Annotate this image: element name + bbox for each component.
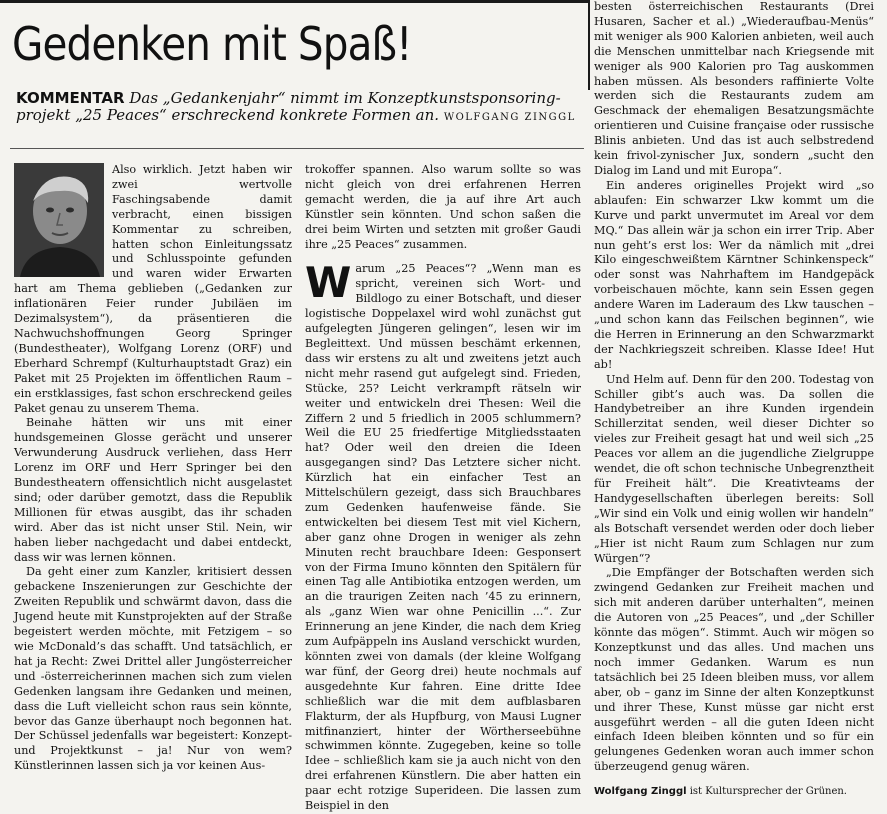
author-byline: WOLFGANG ZINGGL <box>443 112 576 123</box>
bio-text: ist Kultursprecher der Grünen. <box>686 786 847 798</box>
paragraph-with-dropcap <box>305 258 581 814</box>
paragraph: Also wirklich. Jetzt haben wir zwei wertvolle Faschingsabende damit verbracht, einen bissigen Kommentar zu schreiben, hatten schon Einleitungssatz und Schlusspointe gefunden und waren wider Erwarten hart am Thema geblieben („Gedanken zur inflationären Feier runder Jubiläen im Dezimalsystem“), da präsentieren die Nachwuchshoffnungen Georg Springer (Bundestheater), Wolfgang Lorenz (ORF) und Eberhard Schrempf (Kulturhauptstadt Graz) ein Paket mit 25 Projekten im öffentlichen Raum – ein erstklassiges, fast schon erschreckend geiles Paket genau zu unserem Thema. <box>14 163 292 415</box>
deck <box>16 90 582 126</box>
author-photo <box>14 163 104 277</box>
paragraph: „Die Empfänger der Botschaften werden sich zwingend Gedanken zur Freiheit machen und sich mit anderen darüber unterhalten“, meinen die Autoren von „25 Peaces“, und „der Schiller könnte das mögen“. Stimmt. Auch wir mögen so Konzeptkunst und das alles. Und machen uns noch immer Gedanken. Warum es nun tatsächlich bei 25 Ideen bleiben muss, vor allem aber, ob – ganz im Sinne der alten Konzeptkunst und ihrer These, Kunst müsse gar nicht erst ausgeführt werden – all die guten Ideen nicht einfach Ideen bleiben könnten und so für ein gelungenes Gedenken woran auch immer schon überzeugend genug wären. <box>594 566 874 774</box>
bio-name: Wolfgang Zinggl <box>594 786 687 798</box>
deck-divider <box>10 148 584 149</box>
kicker-label: KOMMENTAR <box>16 89 125 107</box>
paragraph: trokoffer spannen. Also warum sollte so was nicht gleich von drei erfahrenen Herren gemacht werden, die ja auf ihre Art auch Künstler sein könnten. Und schon saßen die drei beim Wirten und setzten mit großer Gaudi ihre „25 Peaces“ zusammen. <box>305 163 581 251</box>
top-rule <box>0 0 590 3</box>
header-side-rule <box>588 0 590 90</box>
article-column-2 <box>305 163 581 814</box>
paragraph: Beinahe hätten wir uns mit einer hundsgemeinen Glosse gerächt und unserer Verwunderung Ausdruck verliehen, dass Herr Lorenz im ORF und Herr Springer bei den Bundestheatern offensichtlich nicht ausgelastet sind; oder darüber gemotzt, dass die Republik Millionen für etwas ausgibt, das ihr schaden wird. Aber das ist nicht unser Stil. Nein, wir haben lieber nachgedacht und dabei entdeckt, dass wir was lernen können. <box>14 416 292 564</box>
deck-text: Das „Gedankenjahr“ nimmt im Konzeptkunstsponsoring-projekt „25 Peaces“ erschreckend konkrete Formen an. <box>16 89 561 124</box>
paragraph-text: arum „25 Peaces“? „Wenn man es spricht, vereinen sich Wort- und Bildlogo zu einer Botschaft, und dieser logistische Doppelaxel wird wohl zunächst gut aufgelegten Jüngeren gelingen“, lesen wir im Begleittext. Und müssen beschämt erkennen, dass wir erstens zu alt und zweitens jetzt auch nicht mehr rasend gut aufgelegt sind. Frieden, Stücke, 25? Leicht verkrampft rätseln wir weiter und entwickeln drei Thesen: Weil die Ziffern 2 und 5 friedlich in 2005 schlummern? Weil die EU 25 friedfertige Mitgliedsstaaten hat? Oder weil den dreien die Ideen ausgegangen sind? Das Letztere sicher nicht. Kürzlich hat ein einfacher Test an Mittelschülern gezeigt, dass sich Brauchbares zum Gedenken haufenweise fände. Sie entwickelten bei diesem Test mit viel Kichern, aber ganz ohne Drogen in weniger als zehn Minuten recht brauchbare Ideen: Gesponsert von der Firma Imuno könnten den Spitälern für einen Tag alle Antibiotika entzogen werden, um an die traurigen Zeiten nach ’45 zu erinnern, als „ganz Wien war ohne Penicillin ...“. Zur Erinnerung an jene Kinder, die nach dem Krieg zum Aufpäppeln ins Ausland verschickt wurden, könnten zwei von damals (der kleine Wolfgang war fünf, der Georg drei) heute nochmals auf ausgedehnte Kur fahren. Eine dritte Idee schließlich war die mit dem aufblasbaren Flakturm, der als Hupfburg, von Mausi Lugner mitfinanziert, hinter der Wörtherseebühne schwimmen könnte. Zugegeben, keine so tolle Idee – schließlich kam sie ja auch nicht von den drei erfahrenen Künstlern. Die aber hatten ein paar echt rotzige Superideen. Die lassen zum Beispiel in den <box>305 262 581 813</box>
author-portrait-image <box>14 163 104 277</box>
paragraph: Und Helm auf. Denn für den 200. Todestag von Schiller gibt’s auch was. Da sollen die Handybetreiber an ihre Kunden irgendein Schillerzitat senden, weil dieser Dichter so vieles zur Freiheit gesagt hat und weil sich „25 Peaces vor allem an die jugendliche Zielgruppe wendet, die oft schon technische Unbegrenztheit für Freiheit hält“. Die Kreativteams der Handygesellschaften überlegen bereits: Soll „Wir sind ein Volk und einig wollen wir handeln“ als Botschaft versendet werden oder doch lieber „Hier ist nicht Raum zum Schlagen nur zum Würgen“? <box>594 372 875 565</box>
headline: Gedenken mit Spaß! <box>12 17 412 71</box>
paragraph: Da geht einer zum Kanzler, kritisiert dessen gebackene Inszenierungen zur Geschichte der Zweiten Republik und schwärmt davon, dass die Jugend heute mit Kunstprojekten auf der Straße begeistert werden möchte, mit Fetzigem – so wie McDonald’s das schafft. Und tatsächlich, er hat ja Recht: Zwei Drittel aller Jungösterreicher und -österreicherinnen machen sich zum vielen Gedenken langsam ihre Gedanken und meinen, dass die Luft vielleicht schon raus sein könnte, bevor das Ganze überhaupt noch begonnen hat. Der Schüssel jedenfalls war begeistert: Konzept- und Projektkunst – ja! Nur von wem? Künstlerinnen lassen sich ja vor keinen Aus- <box>14 565 292 773</box>
author-bio <box>594 785 874 798</box>
article-column-1 <box>14 163 292 774</box>
paragraph: Ein anderes originelles Projekt wird „so ablaufen: Ein schwarzer Lkw kommt um die Kurve und parkt unvermutet im Areal vor dem MQ.“ Das allein wär ja schon ein irrer Trip. Aber nun geht’s erst los: Wer da nämlich mit „drei Kilo eingeschweißtem Kärntner Schinkenspeck“ oder sonst was Nahrhaftem im Handgepäck vorbeischauen möchte, kann sein Essen gegen andere Waren im Laderaum des Lkw tauschen – „und schon kann das Feilschen beginnen“, wie die Herren in Erinnerung an den Schwarzmarkt der Nachkriegszeit schreiben. Klasse Idee! Hut ab! <box>594 178 874 371</box>
article-column-3 <box>594 0 874 798</box>
drop-cap: W <box>305 258 352 308</box>
paragraph: besten österreichischen Restaurants (Drei Husaren, Sacher et al.) „Wiederaufbau-Menüs“ mit weniger als 900 Kalorien anbieten, weil auch die Menschen unmittelbar nach Kriegsende mit weniger als 900 Kalorien pro Tag auskommen haben müssen. Als besonders raffinierte Volte werden sich die Restaurants zudem am Geschmack der ehemaligen Besatzungsmächte orientieren und Cuisine française oder russische Blinis anbieten. Und das ist auch selbstredend kein frivol-zynischer Jux, sondern „sucht den Dialog im Land und mit Europa“. <box>594 0 874 177</box>
